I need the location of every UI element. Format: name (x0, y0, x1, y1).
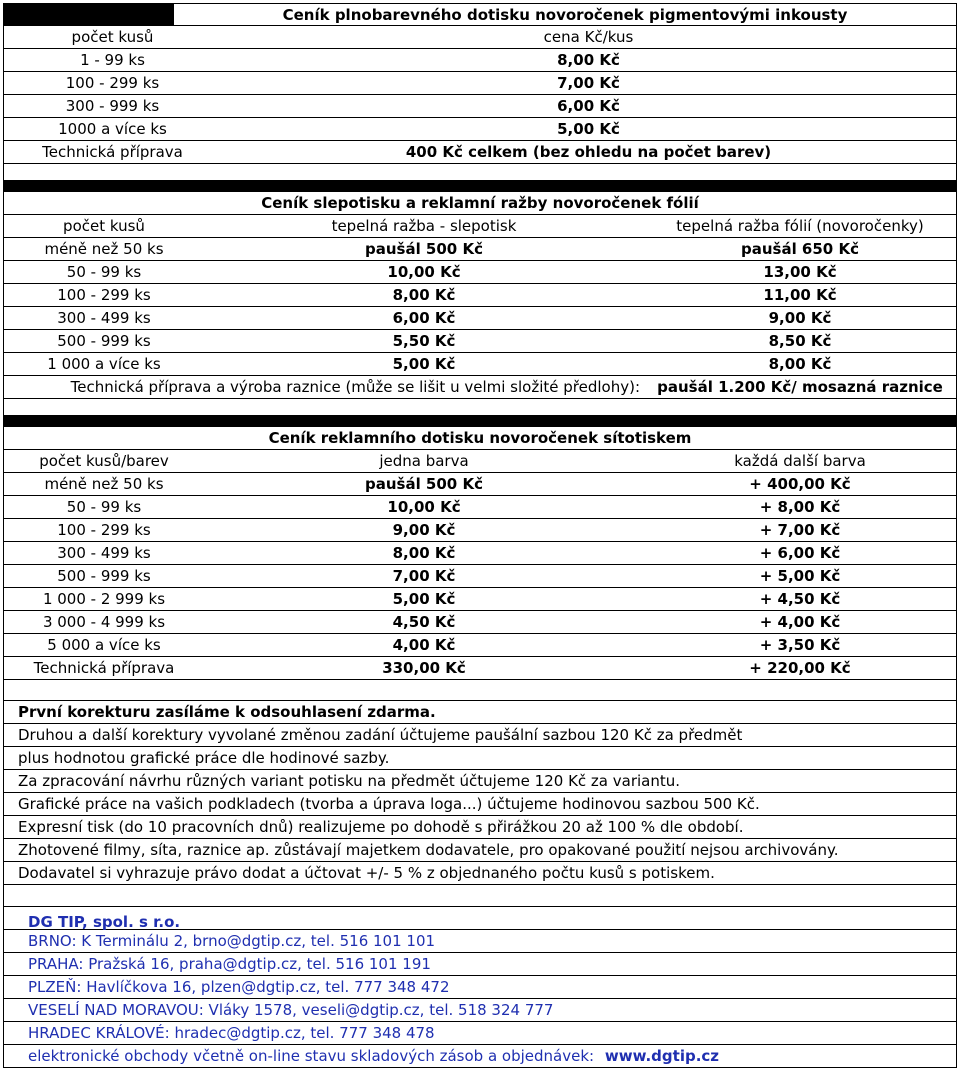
price-cell: 9,00 Kč (392, 521, 456, 539)
price-cell: 8,00 Kč (392, 286, 456, 304)
note-line: Expresní tisk (do 10 pracovních dnů) realizujeme po dohodě s přirážkou 20 až 100 % dle období. (18, 818, 744, 836)
quantity-cell: Technická příprava (33, 659, 175, 677)
price-cell: paušál 650 Kč (740, 240, 859, 258)
note-row (3, 747, 957, 770)
price-cell: + 3,50 Kč (759, 636, 841, 654)
quantity-cell: 100 - 299 ks (57, 286, 151, 304)
table-row (3, 307, 957, 330)
website-link[interactable]: www.dgtip.cz (604, 1047, 720, 1065)
price-cell: + 6,00 Kč (759, 544, 841, 562)
price-cell: + 5,00 Kč (759, 567, 841, 585)
tech-prep-price: paušál 1.200 Kč/ mosazná raznice (657, 378, 943, 396)
section2-title: Ceník slepotisku a reklamní ražby novoročenek fólií (261, 194, 699, 212)
contact-row (3, 1022, 957, 1045)
table-row (3, 261, 957, 284)
price-cell: 7,00 Kč (557, 74, 620, 92)
table-row (3, 473, 957, 496)
note-row (3, 793, 957, 816)
spacer-row (3, 680, 957, 701)
price-cell: 8,00 Kč (768, 355, 832, 373)
section2-header-row (3, 215, 957, 238)
branch-hradec[interactable]: HRADEC KRÁLOVÉ: hradec@dgtip.cz, tel. 777 348 478 (28, 1024, 435, 1042)
note-row (3, 724, 957, 747)
company-name: DG TIP, spol. s r.o. (28, 913, 181, 931)
table-row (3, 376, 957, 399)
column-header-foil-embossing: tepelná ražba fólií (novoročenky) (676, 217, 924, 235)
table-row (3, 611, 957, 634)
table-row (3, 72, 957, 95)
table-row (3, 657, 957, 680)
branch-praha[interactable]: PRAHA: Pražská 16, praha@dgtip.cz, tel. 516 101 191 (28, 955, 431, 973)
table-row (3, 588, 957, 611)
branch-brno[interactable]: BRNO: K Terminálu 2, brno@dgtip.cz, tel. 516 101 101 (28, 932, 436, 950)
section3-title: Ceník reklamního dotisku novoročenek sítotiskem (268, 429, 692, 447)
price-cell: 8,50 Kč (768, 332, 832, 350)
section1-title-row (3, 3, 957, 26)
price-cell: + 400,00 Kč (749, 475, 851, 493)
first-proof-note: První korekturu zasíláme k odsouhlasení zdarma. (18, 703, 436, 721)
table-row (3, 634, 957, 657)
table-row (3, 519, 957, 542)
table-row (3, 330, 957, 353)
contact-row (3, 930, 957, 953)
price-cell: + 8,00 Kč (759, 498, 841, 516)
note-line: Za zpracování návrhu různých variant potisku na předmět účtujeme 120 Kč za variantu. (18, 772, 681, 790)
quantity-cell: 5 000 a více ks (47, 636, 161, 654)
quantity-cell: 50 - 99 ks (66, 263, 142, 281)
quantity-cell: 100 - 299 ks (57, 521, 151, 539)
price-cell: 400 Kč celkem (bez ohledu na počet barev) (405, 143, 772, 161)
price-cell: 4,50 Kč (392, 613, 456, 631)
contact-row (3, 976, 957, 999)
table-row (3, 141, 957, 164)
price-cell: 5,00 Kč (557, 120, 620, 138)
column-header-quantity: počet kusů (63, 217, 145, 235)
branch-veseli[interactable]: VESELÍ NAD MORAVOU: Vláky 1578, veseli@dgtip.cz, tel. 518 324 777 (28, 1001, 554, 1019)
quantity-cell: 100 - 299 ks (65, 74, 160, 92)
table-row (3, 542, 957, 565)
note-line: plus hodnotou grafické práce dle hodinové sazby. (18, 749, 390, 767)
note-line: Zhotovené filmy, síta, raznice ap. zůstávají majetkem dodavatele, pro opakované použití nejsou archivovány. (18, 841, 839, 859)
contact-row (3, 999, 957, 1022)
price-cell: 330,00 Kč (382, 659, 466, 677)
column-header-quantity: počet kusů (71, 28, 154, 46)
price-cell: paušál 500 Kč (364, 475, 483, 493)
section-divider (3, 416, 957, 427)
table-row (3, 565, 957, 588)
quantity-cell: 1 000 - 2 999 ks (42, 590, 166, 608)
note-row (3, 701, 957, 724)
spacer-row (3, 164, 957, 181)
price-cell: 6,00 Kč (392, 309, 456, 327)
price-cell: 5,50 Kč (392, 332, 456, 350)
column-header-one-color: jedna barva (379, 452, 469, 470)
tech-prep-label: Technická příprava a výroba raznice (může se lišit u velmi složité předlohy): (70, 378, 640, 396)
price-cell: 9,00 Kč (768, 309, 832, 327)
quantity-cell: 300 - 499 ks (57, 544, 151, 562)
eshop-text: elektronické obchody včetně on-line stavu skladových zásob a objednávek: (28, 1047, 595, 1065)
spacer-row (3, 399, 957, 416)
table-row (3, 284, 957, 307)
quantity-cell: 1 000 a více ks (47, 355, 161, 373)
price-cell: 11,00 Kč (763, 286, 837, 304)
note-row (3, 839, 957, 862)
price-cell: 10,00 Kč (387, 498, 461, 516)
quantity-cell: 1 - 99 ks (80, 51, 145, 69)
price-cell: 5,00 Kč (392, 355, 456, 373)
price-cell: + 220,00 Kč (749, 659, 851, 677)
contact-row (3, 1045, 957, 1068)
price-cell: 10,00 Kč (387, 263, 461, 281)
price-cell: + 4,00 Kč (759, 613, 841, 631)
quantity-cell: méně než 50 ks (44, 240, 164, 258)
note-row (3, 816, 957, 839)
note-row (3, 862, 957, 885)
note-line: Grafické práce na vašich podkladech (tvorba a úprava loga...) účtujeme hodinovou sazbou 500 Kč. (18, 795, 760, 813)
note-line: Dodavatel si vyhrazuje právo dodat a účtovat +/- 5 % z objednaného počtu kusů s potiskem. (18, 864, 715, 882)
column-header-blind-embossing: tepelná ražba - slepotisk (331, 217, 517, 235)
section3-title-row (3, 427, 957, 450)
quantity-cell: 1000 a více ks (58, 120, 167, 138)
price-cell: 8,00 Kč (392, 544, 456, 562)
price-cell: 13,00 Kč (763, 263, 837, 281)
price-cell: + 4,50 Kč (759, 590, 841, 608)
note-line: Druhou a další korektury vyvolané změnou zadání účtujeme paušální sazbou 120 Kč za předmět (18, 726, 743, 744)
quantity-cell: 50 - 99 ks (66, 498, 142, 516)
table-row (3, 496, 957, 519)
price-cell: 8,00 Kč (557, 51, 620, 69)
section1-title: Ceník plnobarevného dotisku novoročenek pigmentovými inkousty (4, 4, 956, 25)
price-list-sheet (3, 3, 957, 1068)
column-header-price: cena Kč/kus (543, 28, 634, 46)
price-cell: + 7,00 Kč (759, 521, 841, 539)
contact-row (3, 953, 957, 976)
section-divider (3, 181, 957, 192)
price-cell: 5,00 Kč (392, 590, 456, 608)
section3-header-row (3, 450, 957, 473)
price-cell: 7,00 Kč (392, 567, 456, 585)
contact-row (3, 907, 957, 930)
table-row (3, 353, 957, 376)
quantity-cell: 500 - 999 ks (57, 567, 151, 585)
note-row (3, 770, 957, 793)
section1-header-row (3, 26, 957, 49)
table-row (3, 49, 957, 72)
branch-plzen[interactable]: PLZEŇ: Havlíčkova 16, plzen@dgtip.cz, tel. 777 348 472 (28, 978, 450, 996)
table-row (3, 118, 957, 141)
price-cell: paušál 500 Kč (364, 240, 483, 258)
quantity-cell: 300 - 499 ks (57, 309, 151, 327)
table-row (3, 95, 957, 118)
price-cell: 6,00 Kč (557, 97, 620, 115)
quantity-cell: méně než 50 ks (44, 475, 164, 493)
quantity-cell: Technická příprava (42, 143, 183, 161)
quantity-cell: 500 - 999 ks (57, 332, 151, 350)
spacer-row (3, 885, 957, 907)
column-header-quantity-colors: počet kusů/barev (39, 452, 169, 470)
column-header-additional-color: každá další barva (734, 452, 866, 470)
section2-title-row (3, 192, 957, 215)
quantity-cell: 3 000 - 4 999 ks (42, 613, 166, 631)
table-row (3, 238, 957, 261)
price-cell: 4,00 Kč (392, 636, 456, 654)
quantity-cell: 300 - 999 ks (65, 97, 160, 115)
